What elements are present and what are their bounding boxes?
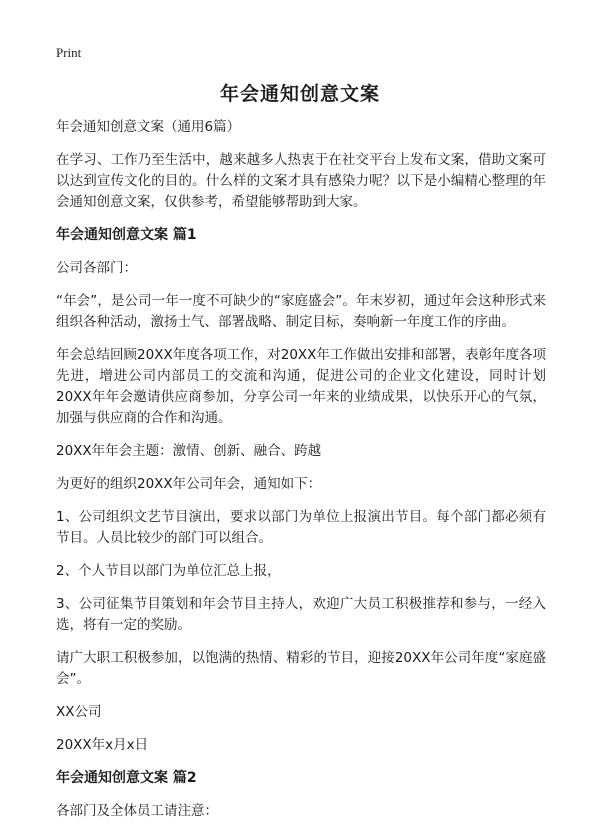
paragraph-theme: 20XX年年会主题：激情、创新、融合、跨越 [56, 443, 322, 459]
document-body [56, 117, 546, 822]
signature-company: XX公司 [56, 704, 102, 720]
intro-paragraph: 在学习、工作乃至生活中，越来越多人热衷于在社交平台上发布文案，借助文案可以达到宣传文化的目的。什么样的文案才具有感染力呢？以下是小编精心整理的年会通知创意文案，仅供参考，希望能够帮助到大家。 [56, 152, 546, 210]
salutation-2: 各部门及全体员工请注意： [56, 803, 218, 819]
salutation-1: 公司各部门： [56, 260, 137, 276]
signature-date: 20XX年x月x日 [56, 737, 149, 753]
list-item: 3、公司征集节目策划和年会节目主持人，欢迎广大员工积极推荐和参与，一经入选，将有一定的奖励。 [56, 596, 546, 633]
page-title: 年会通知创意文案 [219, 83, 380, 105]
list-item: 2、个人节目以部门为单位汇总上报， [56, 563, 281, 579]
section-heading-2: 年会通知创意文案 篇2 [56, 770, 197, 786]
paragraph-notice-intro: 为更好的组织20XX年公司年会，通知如下： [56, 476, 322, 492]
list-item: 1、公司组织文艺节目演出，要求以部门为单位上报演出节目。每个部门都必须有节目。人员比较少的部门可以组合。 [56, 509, 546, 546]
paragraph-closing: 请广大职工积极参加，以饱满的热情、精彩的节目，迎接20XX年公司年度“家庭盛会”。 [56, 650, 546, 687]
document-subtitle: 年会通知创意文案（通用6篇） [56, 119, 241, 135]
section-heading-1: 年会通知创意文案 篇1 [56, 227, 197, 243]
print-label[interactable]: Print [56, 45, 82, 60]
paragraph-annual-meeting: “年会”，是公司一年一度不可缺少的“家庭盛会”。年末岁初，通过年会这种形式来组织各种活动，激扬士气、部署战略、制定目标，奏响新一年度工作的序曲。 [56, 293, 546, 330]
paragraph-summary: 年会总结回顾20XX年度各项工作，对20XX年工作做出安排和部署，表彰年度各项先进，增进公司内部员工的交流和沟通，促进公司的企业文化建设，同时计划20XX年年会邀请供应商参加，分享公司一年来的业绩成果，以快乐开心的气氛，加强与供应商的合作和沟通。 [56, 347, 546, 426]
